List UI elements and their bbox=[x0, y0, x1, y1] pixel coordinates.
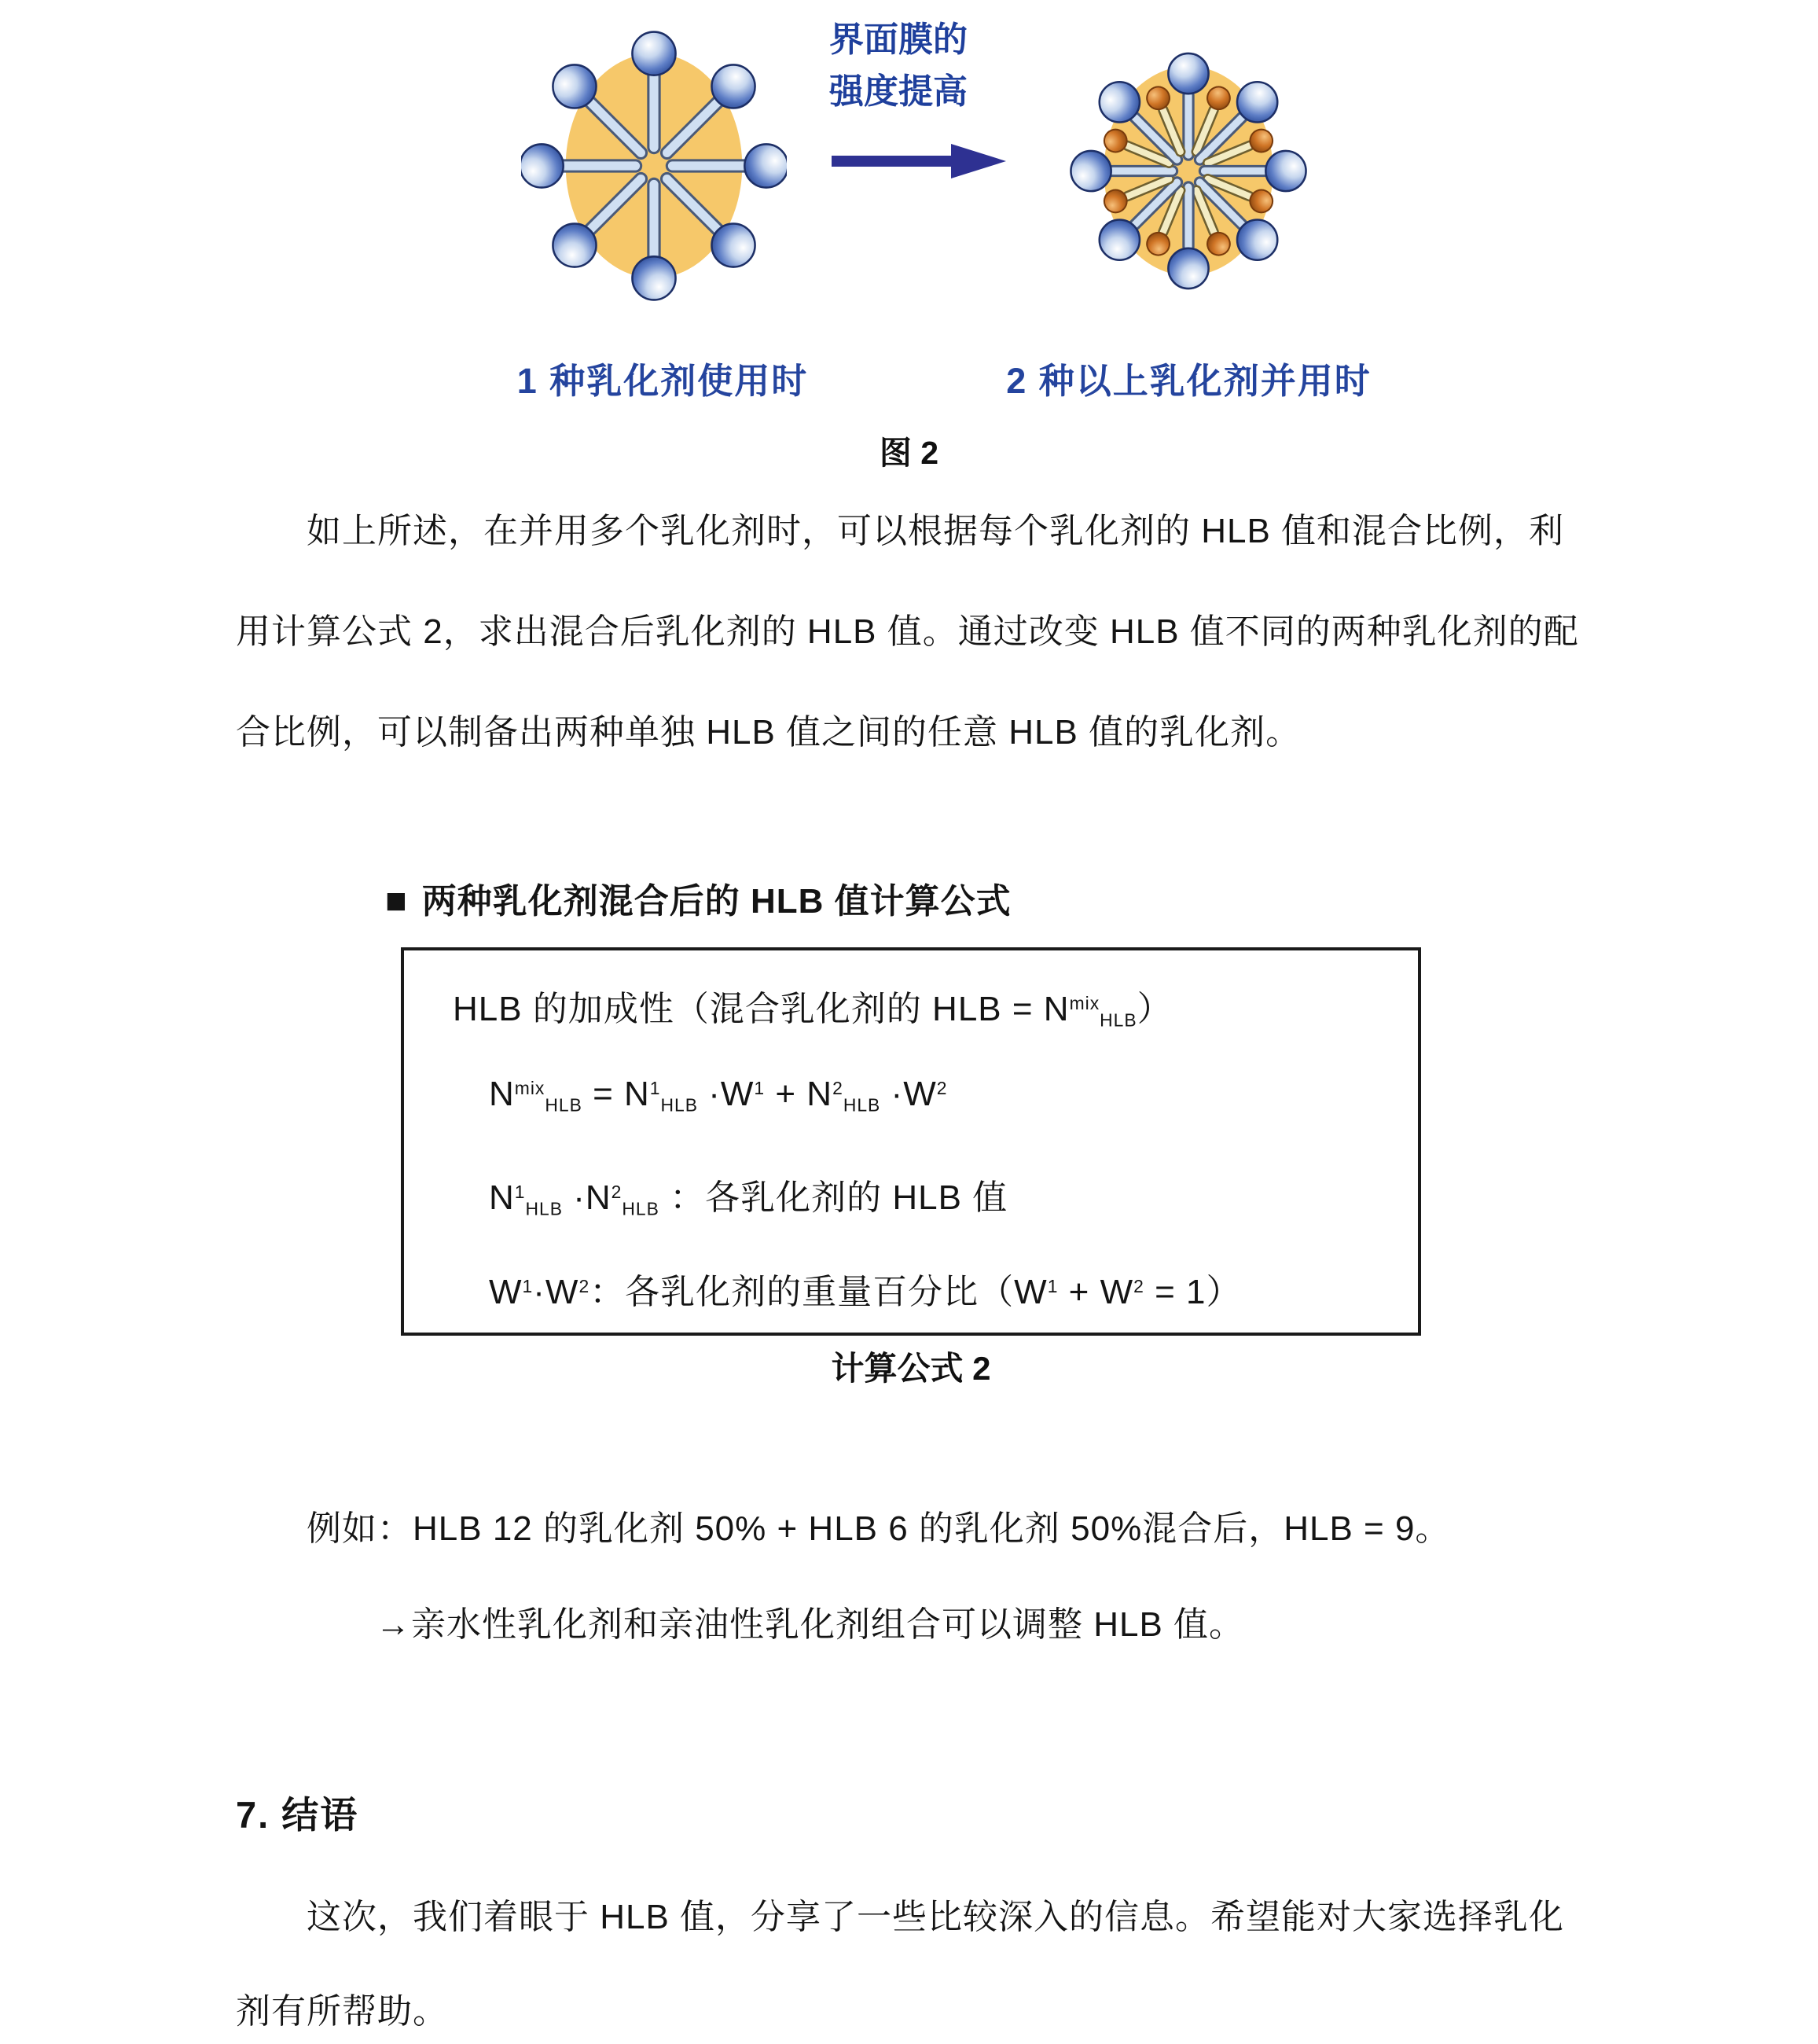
figure-caption: 图 2 bbox=[879, 435, 939, 471]
formula-box-caption: 计算公式 2 bbox=[831, 1350, 991, 1387]
paragraph-line: 用计算公式 2，求出混合后乳化剂的 HLB 值。通过改变 HLB 值不同的两种乳化剂的配 bbox=[236, 612, 1579, 651]
dual-emulsifier-micelle-image bbox=[1056, 28, 1321, 314]
example-line-conclusion: →亲水性乳化剂和亲油性乳化剂组合可以调整 HLB 值。 bbox=[376, 1605, 1245, 1644]
formula-section-heading bbox=[385, 873, 1012, 923]
conclusion-heading: 7. 结语 bbox=[236, 1794, 359, 1836]
conclusion-line: 这次，我们着眼于 HLB 值，分享了一些比较深入的信息。希望能对大家选择乳化 bbox=[307, 1898, 1565, 1936]
conclusion-line: 剂有所帮助。 bbox=[236, 1992, 448, 2031]
paragraph-line: 合比例，可以制备出两种单独 HLB 值之间的任意 HLB 值的乳化剂。 bbox=[236, 713, 1302, 752]
left-micelle-caption: 1 种乳化剂使用时 bbox=[516, 361, 809, 401]
transition-label bbox=[792, 14, 1004, 118]
right-micelle-caption: 2 种以上乳化剂并用时 bbox=[1006, 361, 1372, 401]
formula-line-equation: $N^{mix}_{HLB} = N^1_{HLB} \cdot W^1 + N^2_{HLB} \cdot W^2$ bbox=[489, 1075, 948, 1116]
single-emulsifier-micelle-image bbox=[521, 9, 787, 322]
transition-label-line1: 界面膜的 bbox=[829, 20, 968, 59]
formula-section-heading-text: 两种乳化剂混合后的 HLB 值计算公式 bbox=[421, 882, 1012, 921]
formula-line-w-definition: $W^1\cdot W^2$：各乳化剂的重量百分比$(W^1 + W^2 = 1)$ bbox=[489, 1273, 1242, 1311]
transition-label-line2: 强度提高 bbox=[829, 72, 968, 111]
formula-line-additivity: HLB 的加成性（混合乳化剂的 HLB = $N^{mix}_{HLB}$） bbox=[453, 990, 1173, 1031]
paragraph-mixing-hlb bbox=[236, 481, 1579, 783]
formula-line-n-definition: $N^1_{HLB} \cdot N^2_{HLB}$ ：各乳化剂的 HLB 值 bbox=[489, 1178, 1008, 1219]
example-line-calculation: 例如：HLB 12 的乳化剂 50% + HLB 6 的乳化剂 50%混合后，HLB = 9。 bbox=[307, 1509, 1451, 1548]
right-arrow-icon bbox=[832, 142, 1008, 180]
paragraph-line: 如上所述，在并用多个乳化剂时，可以根据每个乳化剂的 HLB 值和混合比例，利 bbox=[307, 512, 1565, 550]
hlb-formula-box bbox=[401, 947, 1421, 1336]
section-bullet-icon: ■ bbox=[385, 880, 408, 921]
